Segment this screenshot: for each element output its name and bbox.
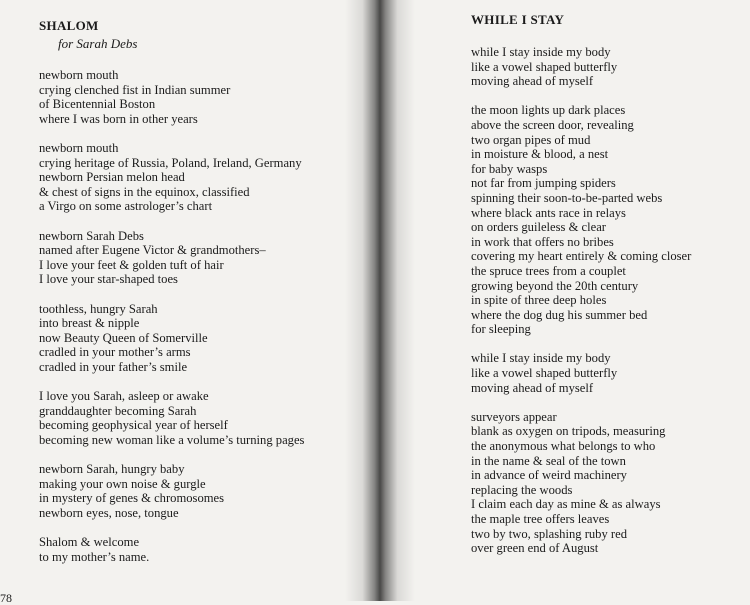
poem-line: newborn mouth [39,140,119,155]
poem-body-while-i-stay [471,45,691,570]
poem-line: where black ants race in relays [471,205,626,220]
poem-line: over green end of August [471,541,599,556]
poem-line: like a vowel shaped butterfly [471,59,618,74]
poem-line: in the name & seal of the town [471,453,626,468]
stanza [471,45,691,89]
poem-line: to my mother’s name. [39,549,150,564]
poem-line: I love your feet & golden tuft of hair [39,257,224,272]
right-page [400,0,750,601]
stanza [471,351,691,395]
poem-line: cradled in your mother’s arms [39,345,191,360]
left-page [0,0,370,605]
poem-title-shalom: SHALOM [39,18,99,33]
stanza [39,229,304,287]
poem-line: becoming geophysical year of herself [39,418,228,433]
poem-line: newborn eyes, nose, tongue [39,505,179,520]
poem-line: replacing the woods [471,482,573,497]
poem-line: while I stay inside my body [471,351,611,366]
poem-line: in advance of weird machinery [471,468,627,483]
poem-line: moving ahead of myself [471,380,594,395]
poem-line: two by two, splashing ruby red [471,526,628,541]
stanza [39,141,304,214]
poem-line: not far from jumping spiders [471,176,616,191]
stanza [39,389,304,447]
poem-line: newborn Sarah Debs [39,228,144,243]
poem-line: like a vowel shaped butterfly [471,366,618,381]
poem-line: the moon lights up dark places [471,103,626,118]
poem-line: where I was born in other years [39,111,198,126]
poem-line: becoming new woman like a volume’s turning pages [39,432,305,447]
poem-line: in spite of three deep holes [471,293,607,308]
poem-line: granddaughter becoming Sarah [39,403,197,418]
poem-line: where the dog dug his summer bed [471,307,648,322]
poem-line: making your own noise & gurgle [39,476,206,491]
poem-line: two organ pipes of mud [471,132,591,147]
poem-line: growing beyond the 20th century [471,278,639,293]
poem-line: for baby wasps [471,161,548,176]
poem-dedication: for Sarah Debs [58,36,138,51]
poem-line: named after Eugene Victor & grandmothers– [39,243,266,258]
stanza [471,410,691,556]
poem-line: crying heritage of Russia, Poland, Ireland, Germany [39,155,302,170]
poem-line: a Virgo on some astrologer’s chart [39,199,213,214]
poem-line: the anonymous what belongs to who [471,439,656,454]
poem-line: cradled in your father’s smile [39,359,188,374]
poem-body-shalom [39,68,304,579]
poem-line: surveyors appear [471,409,557,424]
poem-line: the spruce trees from a couplet [471,263,626,278]
poem-line: on orders guileless & clear [471,220,606,235]
page-number: 78 [0,591,12,605]
poem-line: blank as oxygen on tripods, measuring [471,424,666,439]
poem-line: crying clenched fist in Indian summer [39,82,231,97]
poem-line: toothless, hungry Sarah [39,301,158,316]
poem-line: newborn Persian melon head [39,170,185,185]
poem-line: spinning their soon-to-be-parted webs [471,190,663,205]
stanza [39,462,304,520]
poem-line: in moisture & blood, a nest [471,147,609,162]
poem-line: newborn mouth [39,68,119,82]
poem-line: newborn Sarah, hungry baby [39,462,185,477]
poem-line: into breast & nipple [39,316,140,331]
poem-line: while I stay inside my body [471,45,611,59]
poem-title-while-i-stay: WHILE I STAY [471,12,565,27]
poem-line: above the screen door, revealing [471,117,634,132]
poem-line: I claim each day as mine & as always [471,497,661,512]
poem-line: of Bicentennial Boston [39,97,156,112]
poem-line: for sleeping [471,322,531,337]
poem-line: moving ahead of myself [471,74,594,89]
poem-line: I love your star-shaped toes [39,272,178,287]
poem-line: I love you Sarah, asleep or awake [39,389,209,404]
poem-line: in work that offers no bribes [471,234,614,249]
poem-line: covering my heart entirely & coming closer [471,249,692,264]
poem-line: the maple tree offers leaves [471,512,610,526]
stanza [39,302,304,375]
poem-line: Shalom & welcome [39,535,140,549]
stanza [471,103,691,337]
stanza [39,68,304,126]
poem-line: & chest of signs in the equinox, classified [39,184,250,199]
poem-line: in mystery of genes & chromosomes [39,491,225,506]
poem-line: now Beauty Queen of Somerville [39,330,208,345]
stanza [39,535,304,564]
